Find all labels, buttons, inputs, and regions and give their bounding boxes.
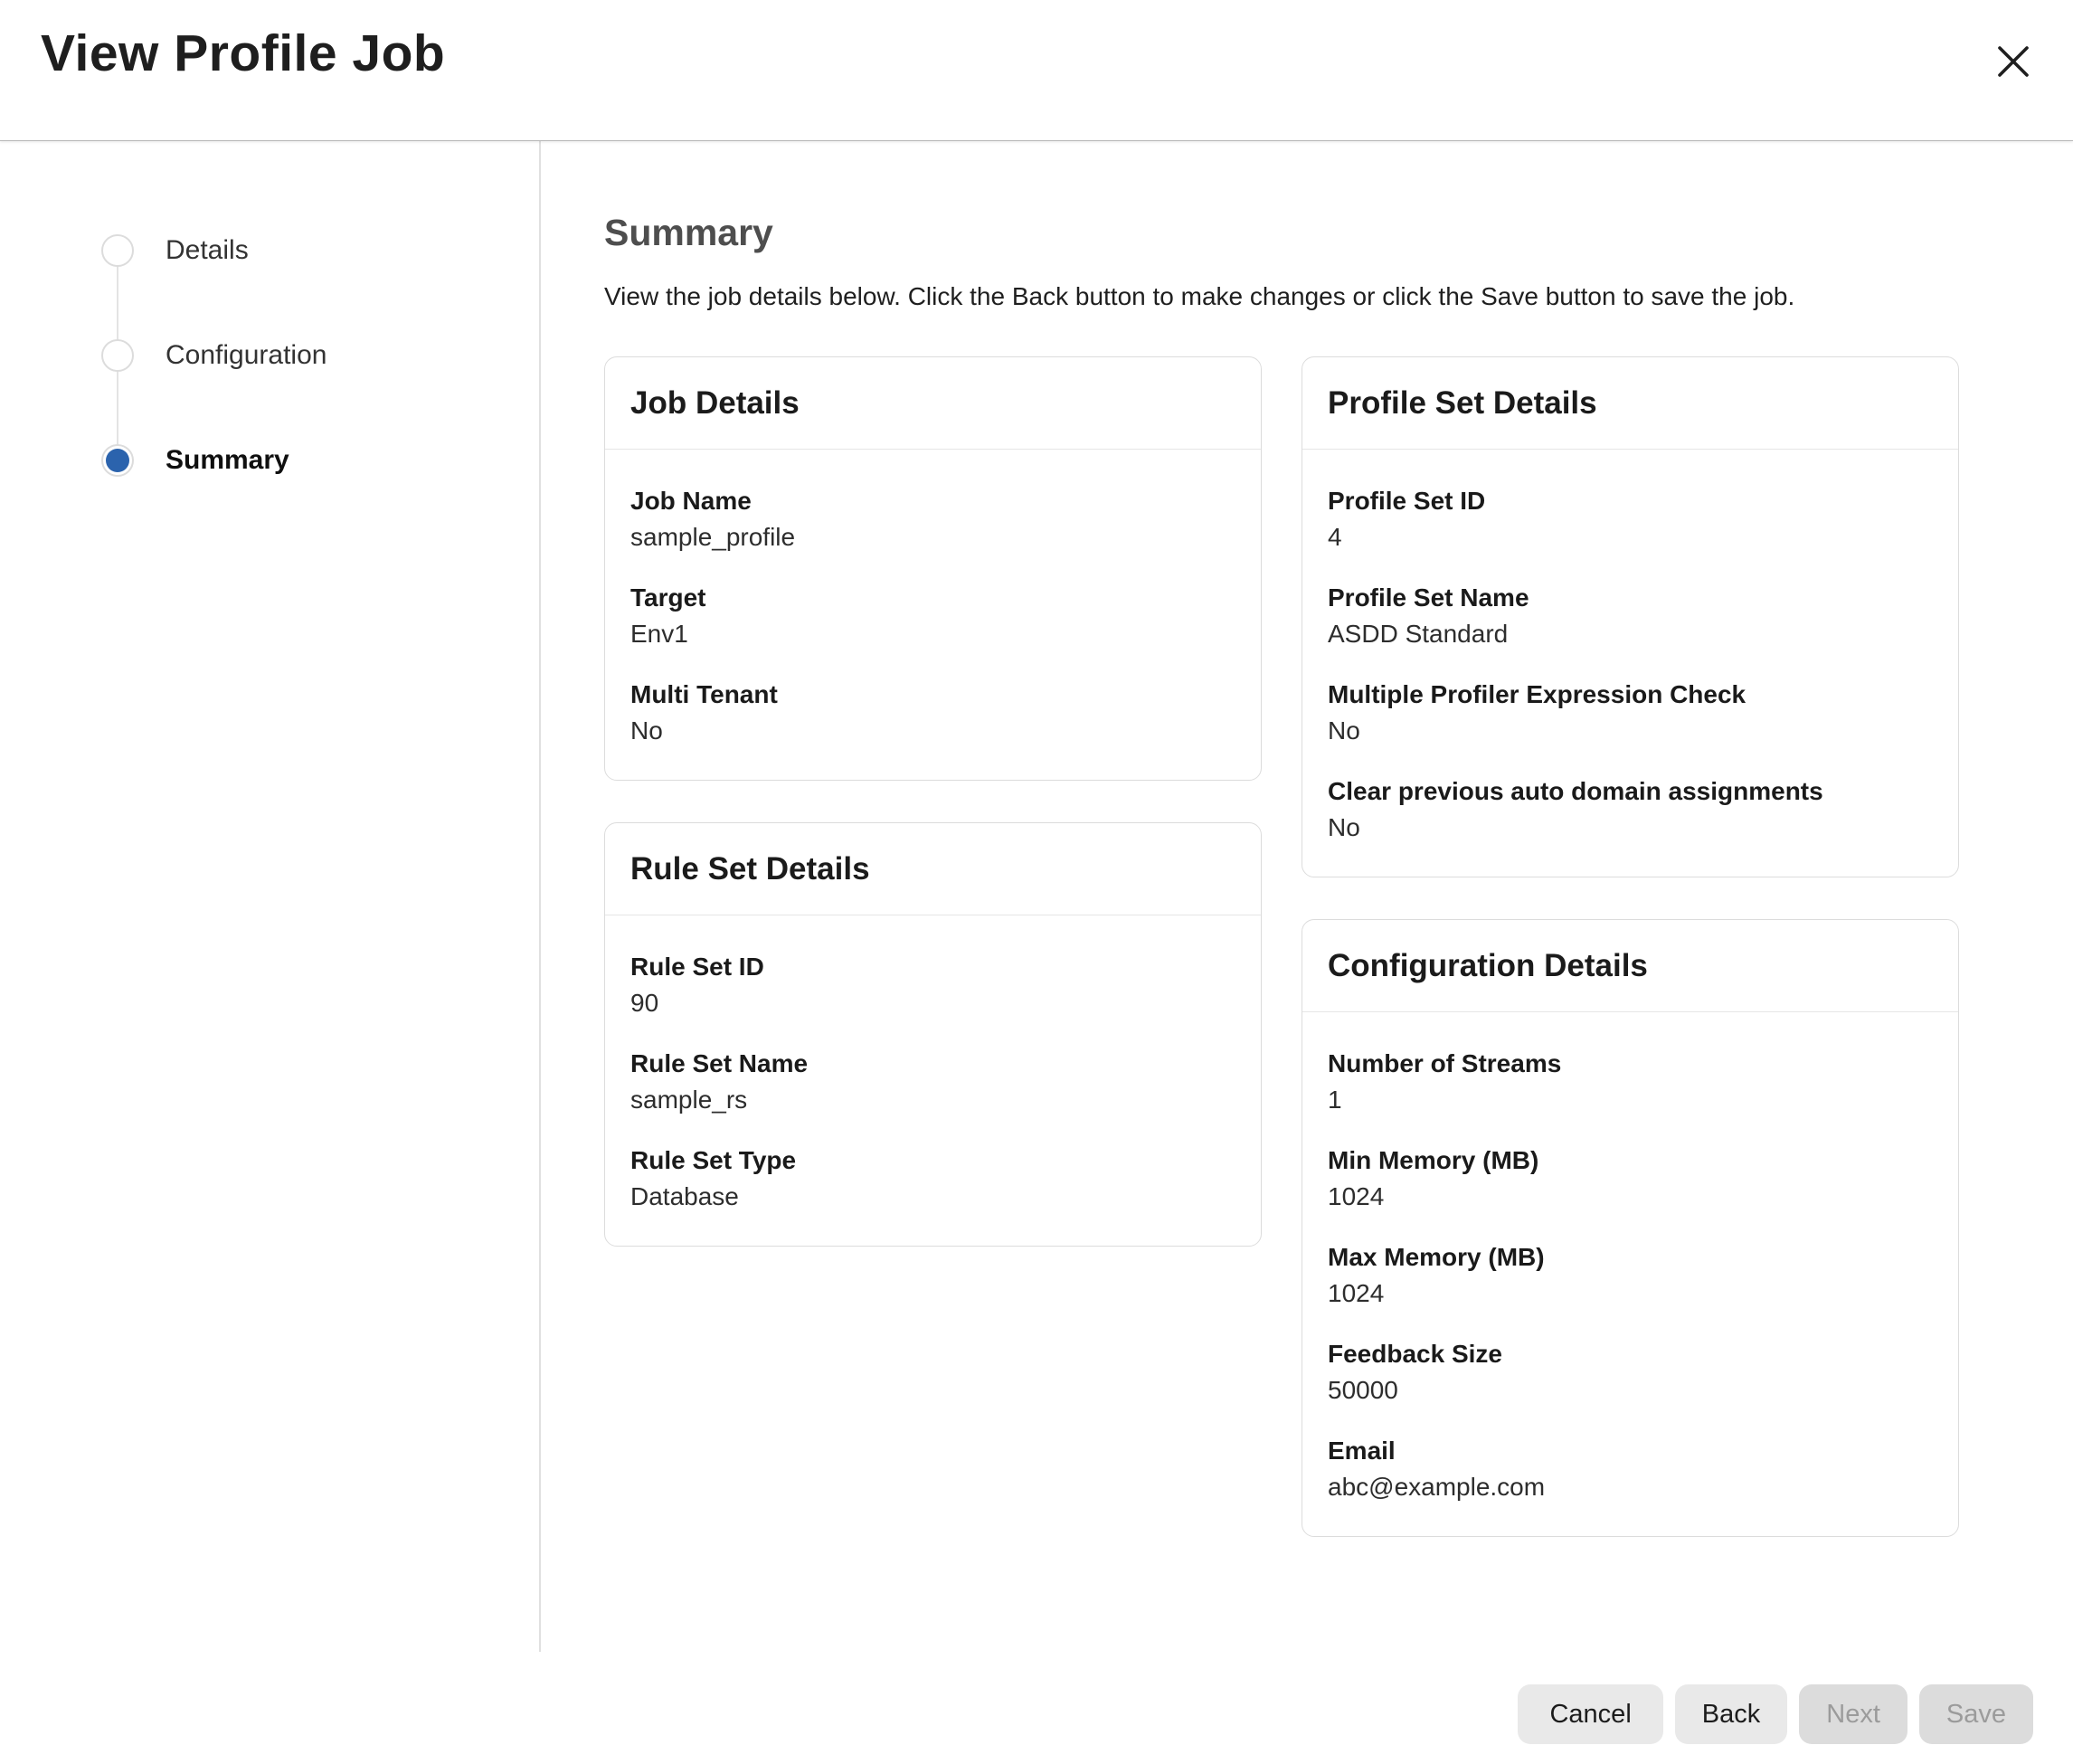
close-button[interactable]	[1990, 38, 2037, 85]
card-body	[605, 450, 1261, 780]
field-value: No	[1328, 813, 1360, 841]
step-circle-icon	[101, 234, 134, 267]
card-rule-set-details	[604, 822, 1262, 1247]
stepper-step-details[interactable]	[101, 234, 539, 267]
card-profile-set-details	[1302, 356, 1959, 877]
field-value: ASDD Standard	[1328, 620, 1509, 648]
step-circle-active-icon	[101, 444, 134, 477]
field-rule-set-id	[630, 950, 1234, 1020]
dialog-title: View Profile Job	[41, 24, 446, 82]
field-email	[1328, 1434, 1931, 1503]
step-label: Configuration	[166, 340, 327, 370]
card-configuration-details	[1302, 919, 1959, 1537]
step-label: Summary	[166, 445, 289, 475]
field-target	[630, 581, 1234, 650]
field-value: 1	[1328, 1086, 1342, 1114]
field-label: Job Name	[630, 487, 752, 515]
field-value: 4	[1328, 523, 1342, 551]
field-value: Env1	[630, 620, 688, 648]
field-label: Multiple Profiler Expression Check	[1328, 680, 1746, 708]
next-button[interactable]: Next	[1799, 1684, 1907, 1744]
back-button[interactable]: Back	[1675, 1684, 1787, 1744]
field-value: No	[1328, 716, 1360, 744]
field-label: Clear previous auto domain assignments	[1328, 777, 1823, 805]
field-label: Min Memory (MB)	[1328, 1146, 1539, 1174]
field-number-of-streams	[1328, 1047, 1931, 1116]
card-title: Configuration Details	[1302, 920, 1958, 1012]
field-value: 50000	[1328, 1376, 1398, 1404]
stepper-step-summary[interactable]	[101, 444, 539, 477]
field-label: Rule Set Type	[630, 1146, 797, 1174]
field-profile-set-name	[1328, 581, 1931, 650]
field-label: Rule Set Name	[630, 1049, 809, 1077]
field-job-name	[630, 484, 1234, 554]
field-value: 1024	[1328, 1182, 1385, 1210]
cards-column-left	[604, 356, 1262, 1247]
dialog-body	[0, 141, 2073, 1652]
card-title: Job Details	[605, 357, 1261, 450]
field-value: Database	[630, 1182, 739, 1210]
card-job-details	[604, 356, 1262, 781]
field-max-memory	[1328, 1240, 1931, 1310]
field-min-memory	[1328, 1143, 1931, 1213]
field-profile-set-id	[1328, 484, 1931, 554]
field-value: No	[630, 716, 663, 744]
field-label: Rule Set ID	[630, 953, 764, 981]
field-value: sample_profile	[630, 523, 796, 551]
page-title: Summary	[604, 212, 773, 253]
field-feedback-size	[1328, 1337, 1931, 1407]
field-label: Email	[1328, 1437, 1396, 1465]
field-label: Profile Set ID	[1328, 487, 1486, 515]
field-label: Feedback Size	[1328, 1340, 1502, 1368]
summary-panel	[541, 141, 2073, 1652]
field-value: 1024	[1328, 1279, 1385, 1307]
field-multi-tenant	[630, 678, 1234, 747]
card-body	[1302, 1012, 1958, 1536]
stepper-nav	[0, 141, 541, 1652]
card-body	[605, 915, 1261, 1246]
stepper-step-configuration[interactable]	[101, 339, 539, 372]
field-value: abc@example.com	[1328, 1473, 1546, 1501]
card-title: Profile Set Details	[1302, 357, 1958, 450]
field-label: Profile Set Name	[1328, 583, 1529, 612]
cards-column-right	[1302, 356, 1959, 1537]
summary-cards-grid	[604, 356, 2073, 1537]
card-title: Rule Set Details	[605, 823, 1261, 915]
field-label: Max Memory (MB)	[1328, 1243, 1545, 1271]
field-label: Number of Streams	[1328, 1049, 1562, 1077]
dialog-footer	[0, 1652, 2073, 1764]
field-label: Multi Tenant	[630, 680, 778, 708]
save-button[interactable]: Save	[1919, 1684, 2033, 1744]
card-body	[1302, 450, 1958, 877]
field-rule-set-name	[630, 1047, 1234, 1116]
field-multiple-profiler-expression-check	[1328, 678, 1931, 747]
close-icon	[1996, 44, 2030, 79]
field-rule-set-type	[630, 1143, 1234, 1213]
step-label: Details	[166, 235, 249, 265]
step-circle-icon	[101, 339, 134, 372]
field-label: Target	[630, 583, 706, 612]
field-value: sample_rs	[630, 1086, 748, 1114]
dialog-header	[0, 0, 2073, 141]
cancel-button[interactable]: Cancel	[1518, 1684, 1662, 1744]
summary-description: View the job details below. Click the Back button to make changes or click the Save button to save the job.	[604, 282, 1795, 310]
field-clear-previous-auto-domain-assignments	[1328, 774, 1931, 844]
field-value: 90	[630, 989, 659, 1017]
